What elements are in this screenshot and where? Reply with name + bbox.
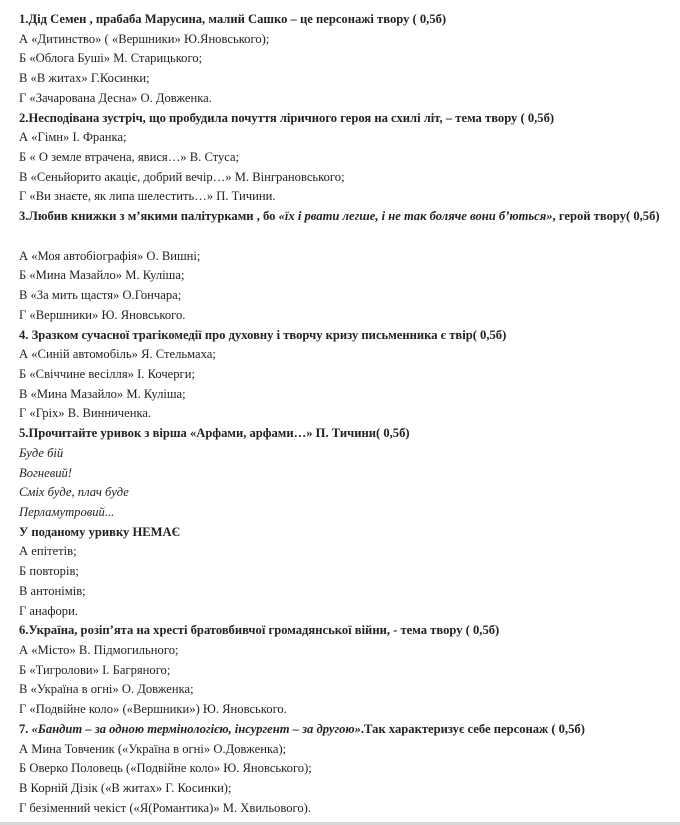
question-title-quote: «їх і рвати легше, і не так боляче вони б’ються» xyxy=(278,209,553,224)
answer-option: В «Мина Мазайло» М. Куліша; xyxy=(19,386,186,401)
question-subtitle: У поданому уривку НЕМАЄ xyxy=(19,524,181,539)
question-1 xyxy=(19,10,664,109)
poem-line: Вогневий! xyxy=(19,465,72,480)
answer-option: Г «Вершники» Ю. Яновського. xyxy=(19,307,186,322)
question-5 xyxy=(19,424,664,621)
question-title-text: .Так характеризує себе персонаж ( 0,5б) xyxy=(360,721,585,736)
answer-option: А епітетів; xyxy=(19,544,77,559)
answer-option: Г безіменний чекіст («Я(Романтика)» М. Хвильового). xyxy=(19,800,312,815)
question-title: 6.Україна, розіп’ята на хресті братовбивчої громадянської війни, - тема твору ( 0,5б) xyxy=(19,623,500,638)
answer-option: Г анафори. xyxy=(19,603,78,618)
poem-line: Перламутровий... xyxy=(19,504,115,519)
answer-option: Г «Подвійне коло» («Вершники») Ю. Яновського. xyxy=(19,702,287,717)
question-title-text: 3.Любив книжки з м’якими палітурками , бо xyxy=(19,209,279,224)
question-title-text: , герой твору( 0,5б) xyxy=(552,209,660,224)
question-title: 4. Зразком сучасної трагікомедії про духовну і творчу кризу письменника є твір( 0,5б) xyxy=(19,327,507,342)
answer-option: Г «Зачарована Десна» О. Довженка. xyxy=(19,90,212,105)
answer-option: В «За мить щастя» О.Гончара; xyxy=(19,288,182,303)
answer-option: А «Синій автомобіль» Я. Стельмаха; xyxy=(19,347,216,362)
question-title: 1.Дід Семен , прабаба Марусина, малий Сашко – це персонажі твору ( 0,5б) xyxy=(19,12,447,26)
poem-line: Буде бій xyxy=(19,445,64,460)
question-title xyxy=(19,720,664,740)
question-6 xyxy=(19,621,664,720)
answer-option: А Мина Товченик («Україна в огні» О.Довженка); xyxy=(19,741,287,756)
answer-option: В «Сеньйорито акаціє, добрий вечір…» М. Вінграновського; xyxy=(19,169,345,184)
answer-option: В Корній Дізік («В житах» Г. Косинки); xyxy=(19,781,232,796)
answer-option: Б « О земле втрачена, явися…» В. Стуса; xyxy=(19,150,240,165)
answer-option: А «Дитинство» ( «Вершники» Ю.Яновського); xyxy=(19,31,270,46)
question-title: 5.Прочитайте уривок з вірша «Арфами, арфами…» П. Тичини( 0,5б) xyxy=(19,426,410,441)
answer-option: Б повторів; xyxy=(19,564,79,579)
question-title xyxy=(19,207,664,246)
question-title-text: 7. xyxy=(19,721,32,736)
answer-option: А «Моя автобіографія» О. Вишні; xyxy=(19,248,201,263)
answer-option: Г «Ви знаєте, як липа шелестить…» П. Тичини. xyxy=(19,189,276,204)
answer-option: В антонімів; xyxy=(19,583,86,598)
answer-option: А «Місто» В. Підмогильного; xyxy=(19,643,179,657)
question-title: 2.Несподівана зустріч, що пробудила почуття ліричного героя на схилі літ, – тема твору ( 0,5б) xyxy=(19,110,555,125)
question-4 xyxy=(19,326,664,425)
answer-option: В «В житах» Г.Косинки; xyxy=(19,71,150,86)
answer-option: Г «Гріх» В. Винниченка. xyxy=(19,406,152,421)
question-3 xyxy=(19,207,664,325)
answer-option: Б «Свіччине весілля» І. Кочерги; xyxy=(19,366,195,381)
question-7 xyxy=(19,720,664,819)
answer-option: Б Оверко Половець («Подвійне коло» Ю. Яновського); xyxy=(19,761,312,776)
answer-option: Б «Мина Мазайло» М. Куліша; xyxy=(19,268,185,283)
answer-option: Б «Тигролови» І. Багряного; xyxy=(19,662,171,677)
answer-option: Б «Облога Буші» М. Старицького; xyxy=(19,51,203,66)
question-2 xyxy=(19,109,664,208)
answer-option: В «Україна в огні» О. Довженка; xyxy=(19,682,194,697)
question-title-quote: «Бандит – за одною термінологією, інсургент – за другою» xyxy=(31,721,361,736)
poem-line: Сміх буде, плач буде xyxy=(19,485,129,500)
answer-option: А «Гімн» І. Франка; xyxy=(19,130,127,145)
